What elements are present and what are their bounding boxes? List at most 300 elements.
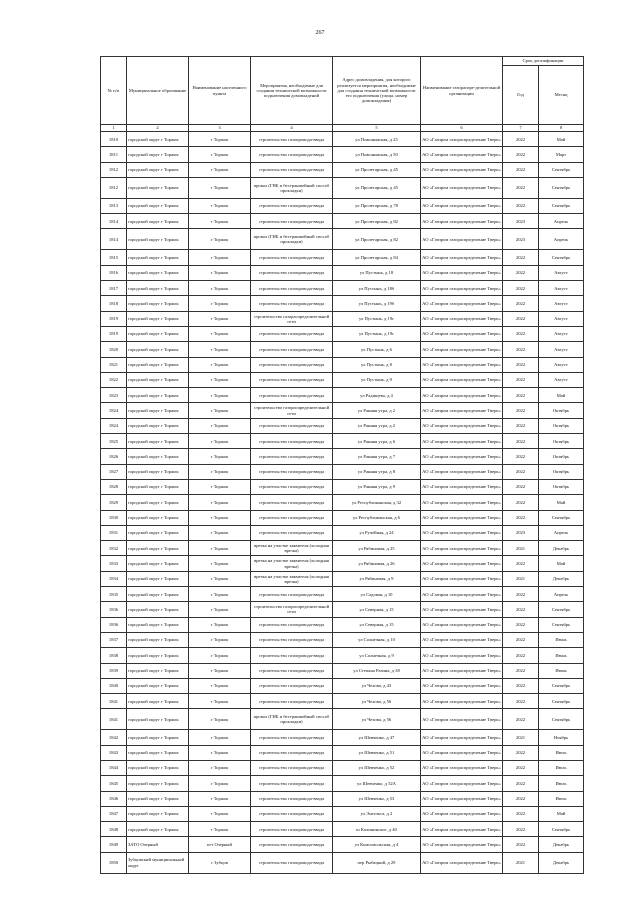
organization-cell: АО «Газпром газораспределение Тверь» — [421, 281, 503, 296]
address-cell: ул Солнечная, д 9 — [333, 648, 421, 663]
municipality-cell: городской округ г Торжок — [127, 694, 189, 709]
table-row — [101, 449, 584, 464]
address-cell: ул Пролетарская, д 82 — [333, 229, 421, 250]
address-cell: ул Комсомольская, д 4 — [333, 837, 421, 852]
year-cell: 2022 — [503, 132, 539, 147]
municipality-cell: городской округ г Торжок — [127, 806, 189, 821]
table-row — [101, 678, 584, 693]
year-cell: 2022 — [503, 678, 539, 693]
month-cell: Сентябрь — [539, 709, 584, 730]
address-cell: ул Пустынь, д 19г — [333, 326, 421, 341]
settlement-cell: г Торжок — [189, 587, 251, 602]
address-cell: ул Чехова, д 43 — [333, 678, 421, 693]
month-cell: Август — [539, 372, 584, 387]
municipality-cell: городской округ г Торжок — [127, 556, 189, 571]
month-cell: Октябрь — [539, 403, 584, 418]
settlement-cell: г Торжок — [189, 162, 251, 177]
measure-cell: строительство газопровода-ввода — [251, 342, 333, 357]
organization-cell: АО «Газпром газораспределение Тверь» — [421, 434, 503, 449]
settlement-cell: г Торжок — [189, 132, 251, 147]
measure-cell: строительство газопровода-ввода — [251, 434, 333, 449]
settlement-cell: г Торжок — [189, 745, 251, 760]
row-number: 1823 — [101, 388, 127, 403]
organization-cell: АО «Газпром газораспределение Тверь» — [421, 147, 503, 162]
address-cell: ул Радищева, д 4 — [333, 388, 421, 403]
organization-cell: АО «Газпром газораспределение Тверь» — [421, 541, 503, 556]
month-cell: Октябрь — [539, 479, 584, 494]
settlement-cell: г Торжок — [189, 281, 251, 296]
table-body — [101, 132, 584, 874]
table-row — [101, 147, 584, 162]
settlement-cell: г Торжок — [189, 229, 251, 250]
organization-cell: АО «Газпром газораспределение Тверь» — [421, 602, 503, 617]
measure-cell: строительство газопровода-ввода — [251, 326, 333, 341]
year-cell: 2022 — [503, 694, 539, 709]
col-number: 8 — [539, 125, 584, 132]
organization-cell: АО «Газпром газораспределение Тверь» — [421, 177, 503, 198]
municipality-cell: городской округ г Торжок — [127, 296, 189, 311]
row-number: 1834 — [101, 571, 127, 586]
row-number: 1827 — [101, 464, 127, 479]
settlement-cell: г Торжок — [189, 663, 251, 678]
organization-cell: АО «Газпром газораспределение Тверь» — [421, 132, 503, 147]
row-number: 1830 — [101, 510, 127, 525]
year-cell: 2022 — [503, 357, 539, 372]
month-cell: Май — [539, 806, 584, 821]
col-number: 5 — [333, 125, 421, 132]
row-number: 1833 — [101, 556, 127, 571]
col-number: 4 — [251, 125, 333, 132]
row-number: 1850 — [101, 852, 127, 873]
address-cell: ул Республиканская, д 6 — [333, 510, 421, 525]
measure-cell: строительство газопровода-ввода — [251, 776, 333, 791]
table-row — [101, 791, 584, 806]
organization-cell: АО «Газпром газораспределение Тверь» — [421, 510, 503, 525]
measure-cell: строительство газопровода-ввода — [251, 730, 333, 745]
organization-cell: АО «Газпром газораспределение Тверь» — [421, 730, 503, 745]
table-row — [101, 694, 584, 709]
measure-cell: строительство газопровода-ввода — [251, 678, 333, 693]
table-row — [101, 837, 584, 852]
settlement-cell: г Торжок — [189, 495, 251, 510]
measure-cell: строительство газораспределительной сети — [251, 311, 333, 326]
municipality-cell: городской округ г Торжок — [127, 648, 189, 663]
organization-cell: АО «Газпром газораспределение Тверь» — [421, 357, 503, 372]
municipality-cell: городской округ г Торжок — [127, 822, 189, 837]
address-cell: ул Пролетарская, д 84 — [333, 250, 421, 265]
measure-cell: строительство газопровода-ввода — [251, 806, 333, 821]
row-number: 1812 — [101, 177, 127, 198]
table-row — [101, 479, 584, 494]
address-cell: ул Энгельса, д 2 — [333, 806, 421, 821]
municipality-cell: городской округ г Торжок — [127, 510, 189, 525]
year-cell: 2022 — [503, 617, 539, 632]
address-cell: ул Рябиновая, д 9 — [333, 571, 421, 586]
row-number: 1831 — [101, 525, 127, 540]
measure-cell: строительство газопровода-ввода — [251, 495, 333, 510]
header-municipality: Муниципальное образование — [127, 57, 189, 125]
month-cell: Май — [539, 132, 584, 147]
organization-cell: АО «Газпром газораспределение Тверь» — [421, 632, 503, 647]
measure-cell: строительство газопровода-ввода — [251, 525, 333, 540]
month-cell: Август — [539, 326, 584, 341]
organization-cell: АО «Газпром газораспределение Тверь» — [421, 449, 503, 464]
measure-cell: врезка на участке заявителя (холодная врезка) — [251, 541, 333, 556]
year-cell: 2022 — [503, 403, 539, 418]
organization-cell: АО «Газпром газораспределение Тверь» — [421, 663, 503, 678]
address-cell: ул Пролетарская, д 78 — [333, 198, 421, 213]
address-cell: пер Рыбацкий, д 29 — [333, 852, 421, 873]
row-number: 1818 — [101, 296, 127, 311]
organization-cell: АО «Газпром газораспределение Тверь» — [421, 342, 503, 357]
municipality-cell: городской округ г Торжок — [127, 745, 189, 760]
row-number: 1841 — [101, 709, 127, 730]
table-row — [101, 311, 584, 326]
measure-cell: строительство газопровода-ввода — [251, 663, 333, 678]
month-cell: Декабрь — [539, 837, 584, 852]
col-number: 7 — [503, 125, 539, 132]
measure-cell: строительство газопровода-ввода — [251, 822, 333, 837]
month-cell: Июнь — [539, 632, 584, 647]
municipality-cell: городской округ г Торжок — [127, 372, 189, 387]
header-year: Год — [503, 66, 539, 125]
header-settlement: Наименование населенного пункта — [189, 57, 251, 125]
address-cell: ул Пролетарская, д 45 — [333, 162, 421, 177]
year-cell: 2022 — [503, 311, 539, 326]
row-number: 1819 — [101, 311, 127, 326]
settlement-cell: г Торжок — [189, 541, 251, 556]
month-cell: Май — [539, 388, 584, 403]
measure-cell: строительство газораспределительной сети — [251, 602, 333, 617]
table-row — [101, 281, 584, 296]
year-cell: 2022 — [503, 822, 539, 837]
measure-cell: строительство газопровода-ввода — [251, 250, 333, 265]
month-cell: Июль — [539, 776, 584, 791]
month-cell: Апрель — [539, 214, 584, 229]
row-number: 1842 — [101, 730, 127, 745]
year-cell: 2022 — [503, 791, 539, 806]
settlement-cell: г Торжок — [189, 198, 251, 213]
table-row — [101, 730, 584, 745]
address-cell: ул Шевченко, д 52А — [333, 776, 421, 791]
row-number: 1814 — [101, 214, 127, 229]
row-number: 1846 — [101, 791, 127, 806]
month-cell: Октябрь — [539, 418, 584, 433]
municipality-cell: городской округ г Торжок — [127, 132, 189, 147]
settlement-cell: г Торжок — [189, 296, 251, 311]
row-number: 1845 — [101, 776, 127, 791]
address-cell: ул Шевченко, д 47 — [333, 730, 421, 745]
row-number: 1848 — [101, 822, 127, 837]
municipality-cell: городской округ г Торжок — [127, 162, 189, 177]
municipality-cell: городской округ г Торжок — [127, 265, 189, 280]
organization-cell: АО «Газпром газораспределение Тверь» — [421, 265, 503, 280]
settlement-cell: г Торжок — [189, 418, 251, 433]
municipality-cell: городской округ г Торжок — [127, 342, 189, 357]
table-row — [101, 495, 584, 510]
measure-cell: строительство газопровода-ввода — [251, 132, 333, 147]
table-row — [101, 388, 584, 403]
address-cell: ул Пустынь, д 8 — [333, 357, 421, 372]
municipality-cell: городской округ г Торжок — [127, 541, 189, 556]
organization-cell: АО «Газпром газораспределение Тверь» — [421, 403, 503, 418]
row-number: 1824 — [101, 418, 127, 433]
row-number: 1825 — [101, 434, 127, 449]
col-number: 1 — [101, 125, 127, 132]
year-cell: 2022 — [503, 760, 539, 775]
month-cell: Октябрь — [539, 464, 584, 479]
settlement-cell: г Торжок — [189, 525, 251, 540]
year-cell: 2022 — [503, 449, 539, 464]
year-cell: 2022 — [503, 281, 539, 296]
measure-cell: строительство газопровода-ввода — [251, 632, 333, 647]
address-cell: ул Пролетарская, д 82 — [333, 214, 421, 229]
measure-cell: строительство газопровода-ввода — [251, 372, 333, 387]
address-cell: ул Пустынь, д 9 — [333, 372, 421, 387]
organization-cell: АО «Газпром газораспределение Тверь» — [421, 311, 503, 326]
municipality-cell: городской округ г Торжок — [127, 464, 189, 479]
month-cell: Апрель — [539, 587, 584, 602]
measure-cell: строительство газопровода-ввода — [251, 214, 333, 229]
table-row — [101, 198, 584, 213]
table-row — [101, 434, 584, 449]
row-number: 1816 — [101, 265, 127, 280]
organization-cell: АО «Газпром газораспределение Тверь» — [421, 571, 503, 586]
municipality-cell: городской округ г Торжок — [127, 632, 189, 647]
settlement-cell: г Торжок — [189, 434, 251, 449]
address-cell: ул Чехова, д 56 — [333, 694, 421, 709]
organization-cell: АО «Газпром газораспределение Тверь» — [421, 464, 503, 479]
year-cell: 2022 — [503, 418, 539, 433]
settlement-cell: г Торжок — [189, 311, 251, 326]
year-cell: 2022 — [503, 632, 539, 647]
table-row — [101, 464, 584, 479]
municipality-cell: городской округ г Торжок — [127, 229, 189, 250]
year-cell: 2022 — [503, 326, 539, 341]
address-cell: ул Ранняя утра, д 6 — [333, 434, 421, 449]
organization-cell: АО «Газпром газораспределение Тверь» — [421, 162, 503, 177]
month-cell: Июль — [539, 791, 584, 806]
table-row — [101, 525, 584, 540]
row-number: 1812 — [101, 162, 127, 177]
organization-cell: АО «Газпром газораспределение Тверь» — [421, 837, 503, 852]
settlement-cell: г Торжок — [189, 617, 251, 632]
year-cell: 2022 — [503, 648, 539, 663]
table-row — [101, 709, 584, 730]
year-cell: 2022 — [503, 250, 539, 265]
municipality-cell: городской округ г Торжок — [127, 357, 189, 372]
organization-cell: АО «Газпром газораспределение Тверь» — [421, 776, 503, 791]
municipality-cell: городской округ г Торжок — [127, 326, 189, 341]
table-row — [101, 571, 584, 586]
month-cell: Июнь — [539, 663, 584, 678]
settlement-cell: г Торжок — [189, 648, 251, 663]
measure-cell: строительство газопровода-ввода — [251, 694, 333, 709]
organization-cell: АО «Газпром газораспределение Тверь» — [421, 852, 503, 873]
organization-cell: АО «Газпром газораспределение Тверь» — [421, 250, 503, 265]
address-cell: ш Калининское, д 40 — [333, 822, 421, 837]
organization-cell: АО «Газпром газораспределение Тверь» — [421, 525, 503, 540]
address-cell: ул Шевченко, д 53 — [333, 791, 421, 806]
year-cell: 2022 — [503, 198, 539, 213]
measure-cell: строительство газопровода-ввода — [251, 791, 333, 806]
table-row — [101, 342, 584, 357]
row-number: 1836 — [101, 602, 127, 617]
month-cell: Июль — [539, 745, 584, 760]
measure-cell: строительство газопровода-ввода — [251, 479, 333, 494]
month-cell: Март — [539, 147, 584, 162]
municipality-cell: Зубцовский муниципальный округ — [127, 852, 189, 873]
table-row — [101, 556, 584, 571]
settlement-cell: г Торжок — [189, 464, 251, 479]
table-row — [101, 229, 584, 250]
month-cell: Август — [539, 265, 584, 280]
settlement-cell: г Торжок — [189, 147, 251, 162]
row-number: 1844 — [101, 760, 127, 775]
year-cell: 2022 — [503, 663, 539, 678]
settlement-cell: г Торжок — [189, 694, 251, 709]
table-row — [101, 648, 584, 663]
row-number: 1814 — [101, 229, 127, 250]
municipality-cell: городской округ г Торжок — [127, 678, 189, 693]
row-number: 1828 — [101, 479, 127, 494]
municipality-cell: городской округ г Торжок — [127, 791, 189, 806]
municipality-cell: городской округ г Торжок — [127, 449, 189, 464]
row-number: 1847 — [101, 806, 127, 821]
year-cell: 2022 — [503, 464, 539, 479]
row-number: 1817 — [101, 281, 127, 296]
settlement-cell: г Торжок — [189, 806, 251, 821]
municipality-cell: городской округ г Торжок — [127, 177, 189, 198]
settlement-cell: г Торжок — [189, 730, 251, 745]
organization-cell: АО «Газпром газораспределение Тверь» — [421, 388, 503, 403]
month-cell: Август — [539, 311, 584, 326]
address-cell: ул Степана Разина, д 38 — [333, 663, 421, 678]
row-number: 1832 — [101, 541, 127, 556]
measure-cell: врезка на участке заявителя (холодная врезка) — [251, 556, 333, 571]
municipality-cell: городской округ г Торжок — [127, 147, 189, 162]
organization-cell: АО «Газпром газораспределение Тверь» — [421, 296, 503, 311]
measure-cell: строительство газопровода-ввода — [251, 617, 333, 632]
address-cell: ул Рябиновая, д 25 — [333, 541, 421, 556]
measure-cell: прокол (ГНБ и бестраншейный способ прокладки) — [251, 177, 333, 198]
col-number: 3 — [189, 125, 251, 132]
settlement-cell: г Торжок — [189, 357, 251, 372]
row-number: 1824 — [101, 403, 127, 418]
municipality-cell: городской округ г Торжок — [127, 495, 189, 510]
table-row — [101, 132, 584, 147]
table-row — [101, 418, 584, 433]
year-cell: 2022 — [503, 372, 539, 387]
month-cell: Октябрь — [539, 449, 584, 464]
address-cell: ул Ручейная, д 24 — [333, 525, 421, 540]
table-row — [101, 745, 584, 760]
organization-cell: АО «Газпром газораспределение Тверь» — [421, 791, 503, 806]
header-number: № п/п — [101, 57, 127, 125]
measure-cell: строительство газопровода-ввода — [251, 388, 333, 403]
year-cell: 2021 — [503, 571, 539, 586]
month-cell: Май — [539, 495, 584, 510]
row-number: 1819 — [101, 326, 127, 341]
settlement-cell: г Торжок — [189, 265, 251, 280]
table-row — [101, 177, 584, 198]
measure-cell: строительство газопровода-ввода — [251, 648, 333, 663]
table-row — [101, 587, 584, 602]
organization-cell: АО «Газпром газораспределение Тверь» — [421, 495, 503, 510]
organization-cell: АО «Газпром газораспределение Тверь» — [421, 617, 503, 632]
municipality-cell: городской округ г Торжок — [127, 388, 189, 403]
municipality-cell: городской округ г Торжок — [127, 250, 189, 265]
row-number: 1841 — [101, 694, 127, 709]
page-number: 267 — [315, 30, 325, 36]
table-row — [101, 632, 584, 647]
year-cell: 2023 — [503, 214, 539, 229]
table-row — [101, 403, 584, 418]
municipality-cell: городской округ г Торжок — [127, 479, 189, 494]
settlement-cell: г Торжок — [189, 250, 251, 265]
row-number: 1839 — [101, 663, 127, 678]
header-term-group: Срок догазификации — [503, 57, 584, 66]
municipality-cell: городской округ г Торжок — [127, 214, 189, 229]
measure-cell: строительство газопровода-ввода — [251, 745, 333, 760]
month-cell: Август — [539, 296, 584, 311]
header-organization: Наименование газораспре-делительной организации — [421, 57, 503, 125]
municipality-cell: городской округ г Торжок — [127, 617, 189, 632]
municipality-cell: городской округ г Торжок — [127, 403, 189, 418]
organization-cell: АО «Газпром газораспределение Тверь» — [421, 760, 503, 775]
municipality-cell: городской округ г Торжок — [127, 663, 189, 678]
municipality-cell: городской округ г Торжок — [127, 730, 189, 745]
municipality-cell: городской округ г Торжок — [127, 776, 189, 791]
table-row — [101, 602, 584, 617]
table-row — [101, 372, 584, 387]
address-cell: ул Пожонинская, д 50 — [333, 147, 421, 162]
month-cell: Октябрь — [539, 434, 584, 449]
row-number: 1840 — [101, 678, 127, 693]
year-cell: 2023 — [503, 525, 539, 540]
measure-cell: строительство газопровода-ввода — [251, 265, 333, 280]
settlement-cell: г Торжок — [189, 822, 251, 837]
settlement-cell: г Торжок — [189, 214, 251, 229]
month-cell: Сентябрь — [539, 250, 584, 265]
settlement-cell: г Торжок — [189, 556, 251, 571]
month-cell: Апрель — [539, 229, 584, 250]
organization-cell: АО «Газпром газораспределение Тверь» — [421, 709, 503, 730]
row-number: 1838 — [101, 648, 127, 663]
municipality-cell: городской округ г Торжок — [127, 281, 189, 296]
municipality-cell: городской округ г Торжок — [127, 434, 189, 449]
table-row — [101, 822, 584, 837]
measure-cell: строительство газопровода-ввода — [251, 296, 333, 311]
settlement-cell: г Торжок — [189, 479, 251, 494]
table-row — [101, 760, 584, 775]
year-cell: 2022 — [503, 495, 539, 510]
municipality-cell: городской округ г Торжок — [127, 602, 189, 617]
month-cell: Ноябрь — [539, 730, 584, 745]
year-cell: 2022 — [503, 147, 539, 162]
settlement-cell: г Торжок — [189, 326, 251, 341]
municipality-cell: городской округ г Торжок — [127, 587, 189, 602]
measure-cell: строительство газопровода-ввода — [251, 162, 333, 177]
year-cell: 2023 — [503, 229, 539, 250]
year-cell: 2022 — [503, 265, 539, 280]
year-cell: 2022 — [503, 776, 539, 791]
month-cell: Сентябрь — [539, 678, 584, 693]
year-cell: 2022 — [503, 745, 539, 760]
month-cell: Декабрь — [539, 852, 584, 873]
organization-cell: АО «Газпром газораспределение Тверь» — [421, 745, 503, 760]
year-cell: 2022 — [503, 837, 539, 852]
